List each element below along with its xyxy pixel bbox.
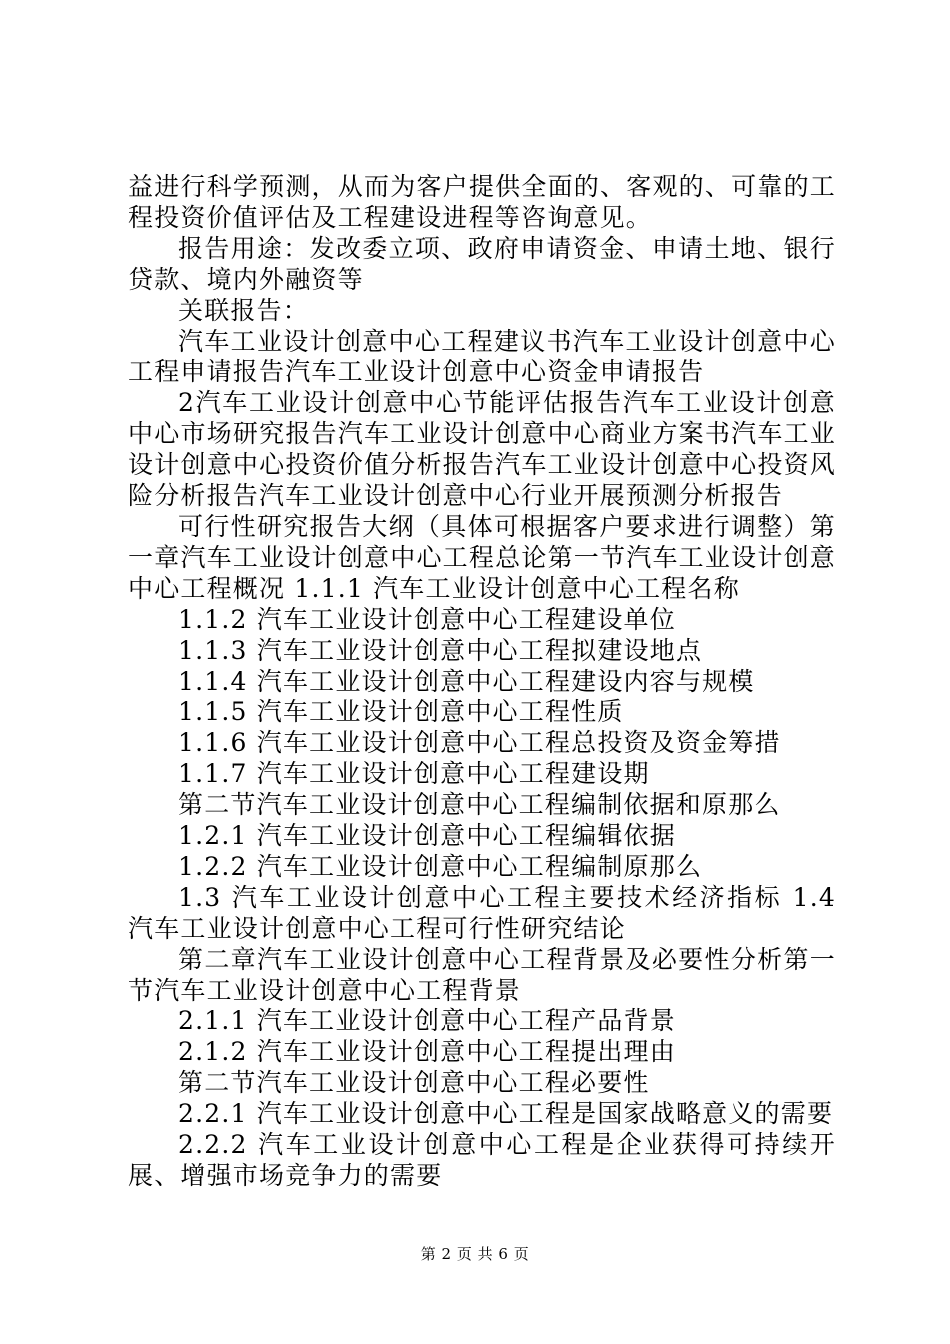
document-body: [128, 172, 836, 1192]
toc-entry: 1.3 汽车工业设计创意中心工程主要技术经济指标 1.4 汽车工业设计创意中心工程可行性研究结论: [128, 882, 836, 943]
toc-entry: 2.1.1 汽车工业设计创意中心工程产品背景: [178, 1006, 676, 1036]
toc-entry: 1.1.3 汽车工业设计创意中心工程拟建设地点: [178, 635, 703, 665]
paragraph: 关联报告：: [178, 295, 310, 325]
toc-entry: 1.1.7 汽车工业设计创意中心工程建设期: [178, 759, 650, 789]
toc-entry: 1.2.2 汽车工业设计创意中心工程编制原那么: [178, 851, 703, 881]
toc-entry: 2.1.2 汽车工业设计创意中心工程提出理由: [178, 1037, 676, 1067]
paragraph: 可行性研究报告大纲（具体可根据客户要求进行调整）第一章汽车工业设计创意中心工程总论第一节汽车工业设计创意中心工程概况 1.1.1 汽车工业设计创意中心工程名称: [128, 511, 836, 603]
chapter-heading: 第二章汽车工业设计创意中心工程背景及必要性分析第一节汽车工业设计创意中心工程背景: [128, 944, 836, 1005]
page-number: 第 2 页 共 6 页: [420, 1245, 530, 1263]
toc-entry: 1.1.5 汽车工业设计创意中心工程性质: [178, 697, 624, 727]
toc-entry: 1.1.4 汽车工业设计创意中心工程建设内容与规模: [178, 666, 755, 696]
section-heading: 第二节汽车工业设计创意中心工程编制依据和原那么: [178, 790, 781, 820]
paragraph: 益进行科学预测，从而为客户提供全面的、客观的、可靠的工程投资价值评估及工程建设进程等咨询意见。: [128, 172, 836, 232]
toc-entry: 1.2.1 汽车工业设计创意中心工程编辑依据: [178, 821, 676, 851]
section-heading: 第二节汽车工业设计创意中心工程必要性: [178, 1068, 650, 1098]
paragraph: 2汽车工业设计创意中心节能评估报告汽车工业设计创意中心市场研究报告汽车工业设计创意中心商业方案书汽车工业设计创意中心投资价值分析报告汽车工业设计创意中心投资风险分析报告汽车工业设计创意中心行业开展预测分析报告: [128, 388, 836, 511]
toc-entry: 1.1.2 汽车工业设计创意中心工程建设单位: [178, 604, 676, 634]
page-footer: [0, 1244, 950, 1264]
paragraph: 汽车工业设计创意中心工程建议书汽车工业设计创意中心工程申请报告汽车工业设计创意中心资金申请报告: [128, 326, 836, 387]
paragraph: 报告用途：发改委立项、政府申请资金、申请土地、银行贷款、境内外融资等: [128, 233, 836, 294]
toc-entry: 2.2.2 汽车工业设计创意中心工程是企业获得可持续开展、增强市场竞争力的需要: [128, 1130, 836, 1190]
toc-entry: 1.1.6 汽车工业设计创意中心工程总投资及资金筹措: [178, 728, 781, 758]
toc-entry: 2.2.1 汽车工业设计创意中心工程是国家战略意义的需要: [178, 1099, 834, 1129]
